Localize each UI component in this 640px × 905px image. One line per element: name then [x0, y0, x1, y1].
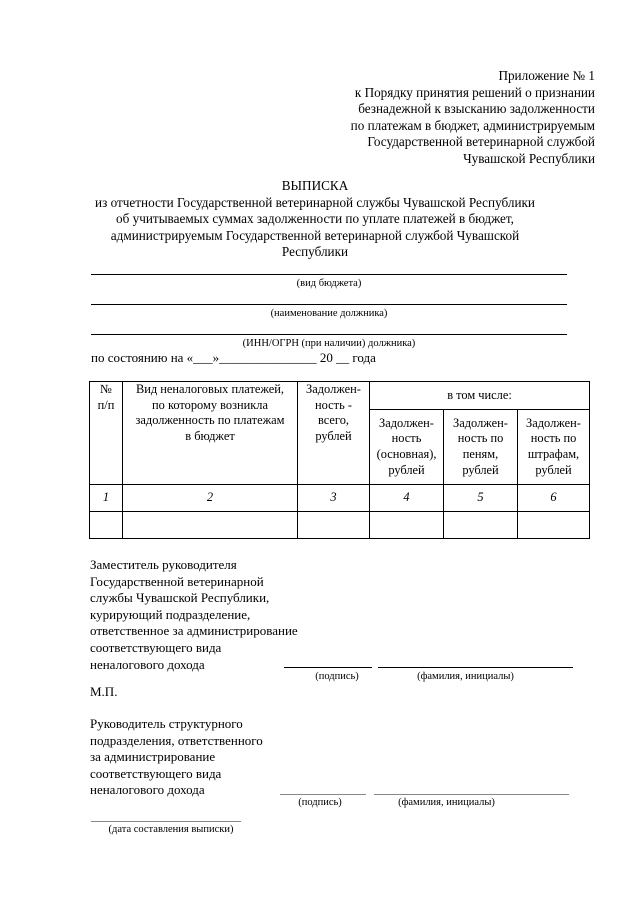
- deputy-head-line: Заместитель руководителя: [90, 557, 237, 572]
- deputy-head-block: [90, 557, 298, 673]
- unit-signature-caption: (подпись): [298, 797, 342, 808]
- table-row: [90, 512, 590, 539]
- budget-type-caption: (вид бюджета): [296, 278, 362, 289]
- table-cell: [90, 512, 123, 539]
- table-cell: [123, 512, 298, 539]
- appendix-line: по платежам в бюджет, администрируемым: [350, 117, 595, 133]
- document-title: [60, 178, 570, 261]
- unit-signature-line: [280, 794, 366, 795]
- column-number: 1: [90, 485, 123, 512]
- unit-head-block: [90, 716, 263, 799]
- column-number: 2: [123, 485, 298, 512]
- unit-name-line: [374, 794, 569, 795]
- deputy-head-line: ответственное за администрирование: [90, 623, 298, 639]
- date-line: [91, 821, 241, 822]
- title-line: Республики: [281, 244, 349, 260]
- table-cell: [370, 512, 444, 539]
- appendix-line: Государственной ветеринарной службой: [367, 134, 595, 150]
- column-number: 3: [298, 485, 370, 512]
- header-principal-debt: Задолжен- ность (основная), рублей: [370, 410, 444, 485]
- unit-head-line: соответствующего вида: [90, 765, 222, 781]
- debtor-name-caption: (наименование должника): [270, 308, 388, 319]
- unit-name-caption: (фамилия, инициалы): [398, 797, 495, 808]
- debtor-name-line: [91, 304, 567, 305]
- table-cell: [298, 512, 370, 539]
- deputy-head-line: неналогового дохода: [90, 656, 205, 672]
- appendix-line: безнадежной к взысканию задолженности: [358, 101, 595, 117]
- unit-head-line: за администрирование: [90, 749, 216, 765]
- deputy-head-line: службы Чувашской Республики,: [90, 590, 270, 606]
- appendix-header: [351, 68, 595, 168]
- debt-table: [89, 381, 590, 539]
- appendix-line: к Порядку принятия решений о признании: [354, 84, 595, 100]
- inn-ogrn-line: [91, 334, 567, 335]
- column-number: 5: [444, 485, 518, 512]
- header-fine-debt: Задолжен- ность по штрафам, рублей: [518, 410, 590, 485]
- appendix-line: Чувашской Республики: [463, 150, 595, 166]
- header-payment-type: Вид неналоговых платежей, по которому возникла задолженность по платежам в бюджет: [123, 382, 298, 485]
- header-penalty-debt: Задолжен- ность по пеням, рублей: [444, 410, 518, 485]
- appendix-line: Приложение № 1: [498, 68, 595, 83]
- deputy-name-caption: (фамилия, инициалы): [417, 671, 514, 682]
- inn-ogrn-caption: (ИНН/ОГРН (при наличии) должника): [242, 338, 416, 349]
- header-total-debt: Задолжен- ность - всего, рублей: [298, 382, 370, 485]
- column-number: 6: [518, 485, 590, 512]
- budget-type-line: [91, 274, 567, 275]
- stamp-place: М.П.: [90, 684, 118, 699]
- unit-head-line: неналогового дохода: [90, 782, 205, 798]
- title-line: из отчетности Государственной ветеринарной службы Чувашской Республики: [95, 194, 535, 210]
- title-heading: ВЫПИСКА: [281, 178, 349, 193]
- table-cell: [518, 512, 590, 539]
- header-number: № п/п: [90, 382, 123, 485]
- deputy-head-line: соответствующего вида: [90, 639, 222, 655]
- deputy-signature-caption: (подпись): [315, 671, 359, 682]
- title-line: об учитываемых суммах задолженности по уплате платежей в бюджет,: [116, 211, 514, 227]
- deputy-name-line: [378, 667, 573, 668]
- as-of-date: по состоянию на «___»_______________ 20 __ года: [91, 350, 376, 365]
- unit-head-line: Руководитель структурного: [90, 716, 243, 731]
- unit-head-line: подразделения, ответственного: [90, 732, 263, 748]
- column-numbers-row: [90, 485, 590, 512]
- deputy-head-line: Государственной ветеринарной: [90, 573, 264, 589]
- column-number: 4: [370, 485, 444, 512]
- deputy-signature-line: [284, 667, 372, 668]
- title-line: администрируемым Государственной ветеринарной службой Чувашской: [110, 227, 520, 243]
- table-cell: [444, 512, 518, 539]
- deputy-head-line: курирующий подразделение,: [90, 606, 251, 622]
- header-including: в том числе:: [370, 382, 590, 410]
- date-caption: (дата составления выписки): [108, 824, 234, 835]
